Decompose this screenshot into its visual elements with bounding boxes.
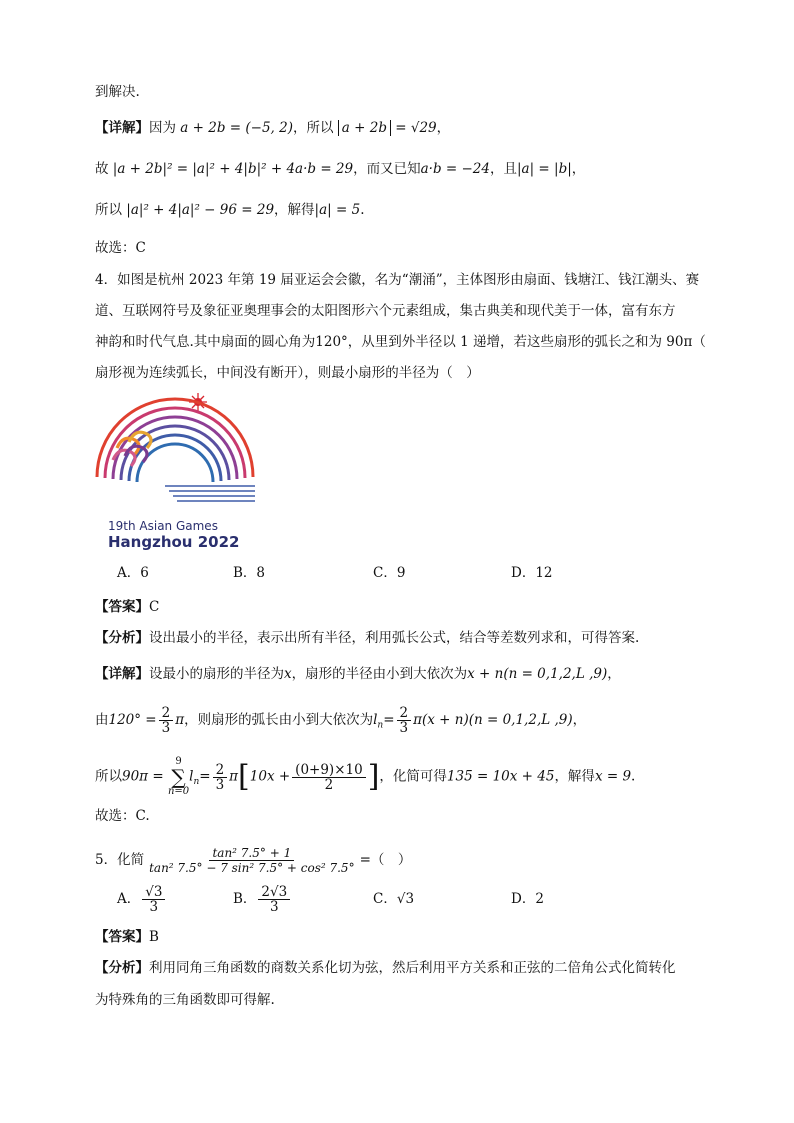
math: = xyxy=(199,768,211,785)
detail-line-3 xyxy=(95,200,734,220)
asian-games-logo xyxy=(95,392,260,552)
math: |a| = 5 xyxy=(314,202,361,218)
text: 故 xyxy=(95,161,109,177)
option-a: A．6 xyxy=(117,565,149,581)
detail-tag: 【详解】 xyxy=(95,666,149,682)
right-bracket: ] xyxy=(367,759,380,794)
text: . xyxy=(360,202,365,218)
text: 因为 xyxy=(149,120,176,136)
subscript: n xyxy=(193,777,200,788)
fraction xyxy=(397,706,412,735)
fraction xyxy=(292,763,366,792)
answer-tag: 【答案】 xyxy=(95,929,149,945)
logo-caption-1: 19th Asian Games xyxy=(108,519,218,533)
math: = √29 xyxy=(395,120,437,136)
math: |a + 2b|² = |a|² + 4|b|² + 4a·b = 29 xyxy=(112,161,354,177)
math: x xyxy=(284,666,292,682)
q4-line-3: 神韵和时代气息.其中扇面的圆心角为120°，从里到外半径以 1 递增，若这些扇形的弧长之和为 90π（ xyxy=(95,334,706,350)
math: |a|² + 4|a|² − 96 = 29 xyxy=(126,202,275,218)
fraction xyxy=(213,763,228,792)
sum-lower: n=0 xyxy=(167,786,190,797)
option-value: √3 xyxy=(396,891,415,907)
q4-line-2: 道、互联网符号及象征亚奥理事会的太阳图形六个元素组成，集古典美和现代美于一体，富有东方 xyxy=(95,303,676,319)
text: 所以 xyxy=(95,768,122,785)
analysis-text: 设出最小的半径，表示出所有半径，利用弧长公式，结合等差数列求和，可得答案. xyxy=(149,630,640,646)
q4-answer xyxy=(95,597,734,617)
text-line: 到解决. xyxy=(95,84,140,100)
text: =（ ） xyxy=(359,852,412,868)
text: ， xyxy=(607,666,621,682)
fraction-den: 3 xyxy=(270,899,279,915)
analysis-tag: 【分析】 xyxy=(95,630,149,646)
fraction xyxy=(258,885,290,914)
choice-line: 故选：C xyxy=(95,240,146,256)
option-a xyxy=(117,885,167,914)
text: ， xyxy=(436,120,451,136)
q4-end: 故选：C. xyxy=(95,808,150,824)
q5-stem xyxy=(95,846,734,875)
q5-analysis-2: 为特殊角的三角函数即可得解. xyxy=(95,992,275,1008)
text: 5．化简 xyxy=(95,852,145,868)
fraction-num: 2 xyxy=(397,706,412,721)
q4-line-4: 扇形视为连续弧长，中间没有断开），则最小扇形的半径为（ ） xyxy=(95,365,480,381)
text: ，所以 xyxy=(292,120,334,136)
math: l xyxy=(373,712,378,728)
math: π xyxy=(229,768,239,785)
option-b: B．8 xyxy=(233,565,266,581)
fraction-den: 3 xyxy=(215,776,225,793)
fraction-num: 2 xyxy=(213,763,228,778)
text: 由 xyxy=(95,712,109,728)
fraction-den: 3 xyxy=(149,899,159,915)
text: ，化简可得 xyxy=(379,768,447,785)
sigma-icon: ∑ xyxy=(171,765,186,789)
answer-tag: 【答案】 xyxy=(95,599,149,615)
option-b xyxy=(233,885,292,914)
math: |a| = |b| xyxy=(516,161,572,177)
fraction xyxy=(146,846,357,875)
fraction-den: tan² 7.5° − 7 sin² 7.5° + cos² 7.5° xyxy=(149,861,355,875)
track-lines xyxy=(165,486,255,501)
text: ， xyxy=(572,712,587,728)
text: 设最小的扇形的半径为 xyxy=(149,666,284,682)
answer-value: C xyxy=(149,599,160,615)
q5-analysis-1 xyxy=(95,958,734,978)
text: 所以 xyxy=(95,202,122,218)
text: . xyxy=(631,768,636,785)
fraction-num: 2√3 xyxy=(258,885,290,900)
fraction-den: 2 xyxy=(324,776,334,793)
math: a·b = −24 xyxy=(420,161,490,177)
math: 135 = 10x + 45 xyxy=(446,768,555,785)
math: l xyxy=(189,768,194,785)
math: 90π = xyxy=(122,768,164,785)
math: 120° = xyxy=(108,712,157,728)
text: ，且 xyxy=(489,161,517,177)
text: ，则扇形的弧长由小到大依次为 xyxy=(184,712,374,728)
math-abs: a + 2b xyxy=(338,120,391,136)
q4-detail-1 xyxy=(95,664,734,684)
text: ，解得 xyxy=(274,202,315,218)
left-bracket: [ xyxy=(238,759,250,794)
fraction xyxy=(159,706,174,735)
text: ，解得 xyxy=(554,768,595,785)
q4-detail-3 xyxy=(95,757,734,797)
option-d: D．12 xyxy=(511,565,553,581)
math: π xyxy=(175,712,185,728)
option-value: 2 xyxy=(535,891,544,907)
fraction-den: 3 xyxy=(161,720,171,736)
detail-line-1 xyxy=(95,118,734,138)
fraction-num: tan² 7.5° + 1 xyxy=(209,846,294,861)
math: 10x + xyxy=(249,768,291,785)
text: ， xyxy=(571,161,586,177)
math: π(x + n)(n = 0,1,2,L ,9) xyxy=(413,712,573,728)
answer-value: B xyxy=(149,929,159,945)
q4-analysis xyxy=(95,628,734,648)
analysis-tag: 【分析】 xyxy=(95,960,149,976)
logo-caption-2: Hangzhou 2022 xyxy=(108,533,240,551)
detail-line-2 xyxy=(95,159,734,179)
detail-tag: 【详解】 xyxy=(95,120,149,136)
logo-graphic xyxy=(95,392,260,517)
fraction-num: √3 xyxy=(142,885,165,900)
sum-upper: 9 xyxy=(175,756,182,767)
fraction xyxy=(142,885,165,914)
q4-line-1: 4．如图是杭州 2023 年第 19 届亚运会会徽，名为“潮涌”，主体图形由扇面、钱塘江、钱江潮头、赛 xyxy=(95,272,700,288)
option-label: C． xyxy=(373,891,397,907)
fraction-num: 2 xyxy=(159,706,174,721)
fraction-den: 3 xyxy=(399,720,409,736)
summation xyxy=(168,757,189,797)
math: x + n(n = 0,1,2,L ,9) xyxy=(467,666,608,682)
q4-detail-2 xyxy=(95,706,734,736)
text: ，扇形的半径由小到大依次为 xyxy=(291,666,468,682)
option-label: A． xyxy=(117,891,141,907)
option-label: B． xyxy=(233,891,257,907)
option-c xyxy=(373,889,414,909)
subscript: n xyxy=(377,720,384,731)
q5-answer xyxy=(95,927,734,947)
fraction-num: (0+9)×10 xyxy=(292,763,366,778)
option-c: C．9 xyxy=(373,565,406,581)
math: a + 2b = (−5, 2) xyxy=(180,120,293,136)
option-d xyxy=(511,889,544,909)
math: = xyxy=(383,712,395,728)
option-label: D． xyxy=(511,891,536,907)
analysis-text: 利用同角三角函数的商数关系化切为弦，然后利用平方关系和正弦的二倍角公式化简转化 xyxy=(149,960,676,976)
text: ，而又已知 xyxy=(353,161,421,177)
math: x = 9 xyxy=(594,768,632,785)
